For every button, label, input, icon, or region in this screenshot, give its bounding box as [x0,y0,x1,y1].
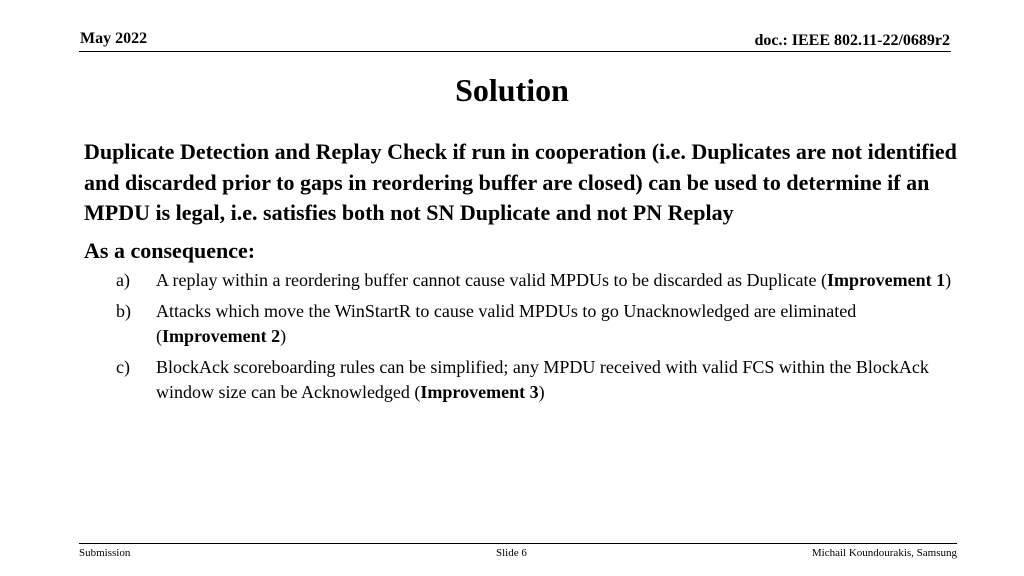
header-date: May 2022 [80,30,148,47]
list-item-suffix: ) [280,325,287,346]
list-item-improvement: Improvement 3 [420,381,539,402]
list-item [84,268,964,293]
list-item [84,299,964,349]
footer-submission: Submission [79,547,131,559]
list-item-body: BlockAck scoreboarding rules can be simplified; any MPDU received with valid FCS within the BlockAck window size can be Acknowledged ( [156,356,929,402]
header-divider [79,51,951,52]
main-paragraph: Duplicate Detection and Replay Check if run in cooperation (i.e. Duplicates are not identified and discarded prior to gaps in reordering buffer are closed) can be used to determine if an MPDU is legal, i.e. satisfies both not SN Duplicate and not PN Replay [84,139,957,225]
list-item-text [156,301,856,346]
list-item-text [156,357,929,402]
list-item-suffix: ) [538,381,545,402]
footer-slide-number: Slide 6 [496,547,527,559]
slide-title: Solution [455,72,569,108]
list-item-marker: b) [116,300,131,321]
consequence-heading: As a consequence: [84,237,256,263]
list-item-marker: c) [116,356,130,377]
list-item [84,355,964,405]
list-item-improvement: Improvement 2 [162,325,281,346]
list-item-marker: a) [116,269,130,290]
list-item-body: A replay within a reordering buffer cannot cause valid MPDUs to be discarded as Duplicate ( [156,269,827,290]
footer-divider [79,543,957,544]
list-item-suffix: ) [945,269,952,290]
list-item-improvement: Improvement 1 [826,269,946,290]
slide-body [84,137,964,411]
consequence-list [84,268,964,405]
footer-author: Michail Koundourakis, Samsung [811,547,957,559]
list-item-text [156,270,951,290]
list-item-body: Attacks which move the WinStartR to cause valid MPDUs to go Unacknowledged are eliminated ( [156,300,857,346]
header-doc-id: doc.: IEEE 802.11-22/0689r2 [754,32,950,49]
